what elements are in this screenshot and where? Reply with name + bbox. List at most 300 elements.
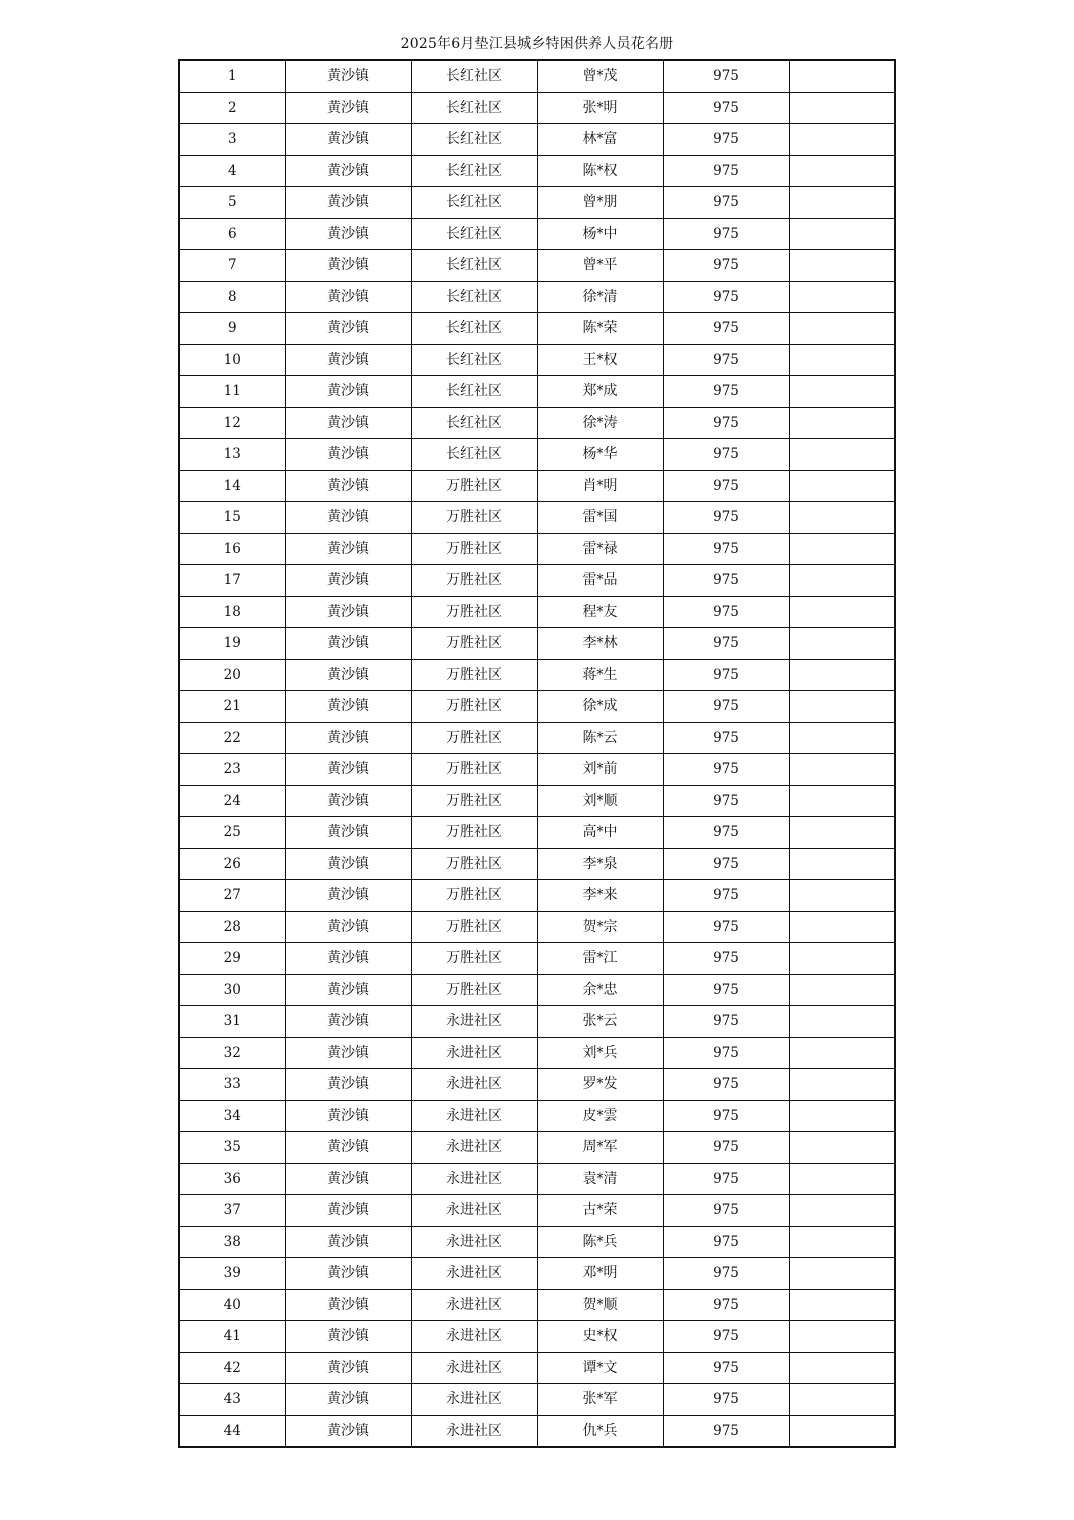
amount-cell: 975 bbox=[663, 281, 789, 313]
serial-number-cell: 9 bbox=[179, 313, 285, 345]
table-row bbox=[179, 1226, 895, 1258]
serial-number-cell: 40 bbox=[179, 1289, 285, 1321]
serial-number-cell: 30 bbox=[179, 974, 285, 1006]
person-name-cell: 李*林 bbox=[537, 628, 663, 660]
community-cell: 万胜社区 bbox=[411, 974, 537, 1006]
note-cell bbox=[789, 565, 895, 597]
community-cell: 万胜社区 bbox=[411, 659, 537, 691]
person-name-cell: 袁*清 bbox=[537, 1163, 663, 1195]
note-cell bbox=[789, 187, 895, 219]
note-cell bbox=[789, 470, 895, 502]
note-cell bbox=[789, 722, 895, 754]
amount-cell: 975 bbox=[663, 439, 789, 471]
table-row bbox=[179, 1069, 895, 1101]
person-name-cell: 曾*朋 bbox=[537, 187, 663, 219]
community-cell: 长红社区 bbox=[411, 250, 537, 282]
community-cell: 万胜社区 bbox=[411, 691, 537, 723]
amount-cell: 975 bbox=[663, 596, 789, 628]
town-cell: 黄沙镇 bbox=[285, 911, 411, 943]
table-row bbox=[179, 880, 895, 912]
roster-body bbox=[179, 60, 895, 1447]
town-cell: 黄沙镇 bbox=[285, 1384, 411, 1416]
table-row bbox=[179, 817, 895, 849]
community-cell: 长红社区 bbox=[411, 376, 537, 408]
note-cell bbox=[789, 439, 895, 471]
amount-cell: 975 bbox=[663, 92, 789, 124]
table-row bbox=[179, 1037, 895, 1069]
serial-number-cell: 33 bbox=[179, 1069, 285, 1101]
table-row bbox=[179, 218, 895, 250]
table-row bbox=[179, 250, 895, 282]
amount-cell: 975 bbox=[663, 218, 789, 250]
town-cell: 黄沙镇 bbox=[285, 533, 411, 565]
serial-number-cell: 41 bbox=[179, 1321, 285, 1353]
note-cell bbox=[789, 754, 895, 786]
town-cell: 黄沙镇 bbox=[285, 187, 411, 219]
page-title: 2025年6月垫江县城乡特困供养人员花名册 bbox=[400, 36, 674, 52]
town-cell: 黄沙镇 bbox=[285, 502, 411, 534]
person-name-cell: 曾*茂 bbox=[537, 60, 663, 92]
person-name-cell: 仇*兵 bbox=[537, 1415, 663, 1447]
amount-cell: 975 bbox=[663, 691, 789, 723]
town-cell: 黄沙镇 bbox=[285, 92, 411, 124]
person-name-cell: 刘*前 bbox=[537, 754, 663, 786]
amount-cell: 975 bbox=[663, 187, 789, 219]
serial-number-cell: 24 bbox=[179, 785, 285, 817]
person-name-cell: 罗*发 bbox=[537, 1069, 663, 1101]
amount-cell: 975 bbox=[663, 817, 789, 849]
note-cell bbox=[789, 1100, 895, 1132]
town-cell: 黄沙镇 bbox=[285, 124, 411, 156]
town-cell: 黄沙镇 bbox=[285, 1258, 411, 1290]
person-name-cell: 雷*江 bbox=[537, 943, 663, 975]
town-cell: 黄沙镇 bbox=[285, 60, 411, 92]
table-row bbox=[179, 974, 895, 1006]
community-cell: 长红社区 bbox=[411, 60, 537, 92]
community-cell: 万胜社区 bbox=[411, 754, 537, 786]
person-name-cell: 陈*荣 bbox=[537, 313, 663, 345]
serial-number-cell: 16 bbox=[179, 533, 285, 565]
town-cell: 黄沙镇 bbox=[285, 1163, 411, 1195]
amount-cell: 975 bbox=[663, 155, 789, 187]
town-cell: 黄沙镇 bbox=[285, 659, 411, 691]
serial-number-cell: 23 bbox=[179, 754, 285, 786]
serial-number-cell: 36 bbox=[179, 1163, 285, 1195]
table-row bbox=[179, 785, 895, 817]
community-cell: 永进社区 bbox=[411, 1100, 537, 1132]
community-cell: 万胜社区 bbox=[411, 470, 537, 502]
town-cell: 黄沙镇 bbox=[285, 596, 411, 628]
person-name-cell: 陈*云 bbox=[537, 722, 663, 754]
table-row bbox=[179, 659, 895, 691]
town-cell: 黄沙镇 bbox=[285, 1100, 411, 1132]
table-row bbox=[179, 691, 895, 723]
serial-number-cell: 31 bbox=[179, 1006, 285, 1038]
note-cell bbox=[789, 1226, 895, 1258]
table-row bbox=[179, 1384, 895, 1416]
community-cell: 长红社区 bbox=[411, 407, 537, 439]
person-name-cell: 徐*涛 bbox=[537, 407, 663, 439]
town-cell: 黄沙镇 bbox=[285, 628, 411, 660]
table-row bbox=[179, 1352, 895, 1384]
table-row bbox=[179, 1321, 895, 1353]
serial-number-cell: 43 bbox=[179, 1384, 285, 1416]
table-row bbox=[179, 596, 895, 628]
table-row bbox=[179, 376, 895, 408]
amount-cell: 975 bbox=[663, 344, 789, 376]
serial-number-cell: 39 bbox=[179, 1258, 285, 1290]
community-cell: 万胜社区 bbox=[411, 880, 537, 912]
amount-cell: 975 bbox=[663, 60, 789, 92]
serial-number-cell: 38 bbox=[179, 1226, 285, 1258]
amount-cell: 975 bbox=[663, 1384, 789, 1416]
amount-cell: 975 bbox=[663, 974, 789, 1006]
community-cell: 万胜社区 bbox=[411, 785, 537, 817]
serial-number-cell: 2 bbox=[179, 92, 285, 124]
community-cell: 永进社区 bbox=[411, 1163, 537, 1195]
town-cell: 黄沙镇 bbox=[285, 1321, 411, 1353]
town-cell: 黄沙镇 bbox=[285, 313, 411, 345]
town-cell: 黄沙镇 bbox=[285, 1132, 411, 1164]
note-cell bbox=[789, 785, 895, 817]
amount-cell: 975 bbox=[663, 124, 789, 156]
serial-number-cell: 3 bbox=[179, 124, 285, 156]
town-cell: 黄沙镇 bbox=[285, 1352, 411, 1384]
person-name-cell: 雷*禄 bbox=[537, 533, 663, 565]
town-cell: 黄沙镇 bbox=[285, 1006, 411, 1038]
amount-cell: 975 bbox=[663, 250, 789, 282]
person-name-cell: 杨*中 bbox=[537, 218, 663, 250]
amount-cell: 975 bbox=[663, 1415, 789, 1447]
serial-number-cell: 5 bbox=[179, 187, 285, 219]
serial-number-cell: 19 bbox=[179, 628, 285, 660]
amount-cell: 975 bbox=[663, 470, 789, 502]
person-name-cell: 张*军 bbox=[537, 1384, 663, 1416]
community-cell: 万胜社区 bbox=[411, 596, 537, 628]
person-name-cell: 贺*顺 bbox=[537, 1289, 663, 1321]
town-cell: 黄沙镇 bbox=[285, 1195, 411, 1227]
amount-cell: 975 bbox=[663, 1163, 789, 1195]
serial-number-cell: 1 bbox=[179, 60, 285, 92]
note-cell bbox=[789, 502, 895, 534]
amount-cell: 975 bbox=[663, 407, 789, 439]
person-name-cell: 徐*清 bbox=[537, 281, 663, 313]
note-cell bbox=[789, 155, 895, 187]
person-name-cell: 雷*国 bbox=[537, 502, 663, 534]
table-row bbox=[179, 60, 895, 92]
person-name-cell: 刘*顺 bbox=[537, 785, 663, 817]
person-name-cell: 陈*权 bbox=[537, 155, 663, 187]
note-cell bbox=[789, 817, 895, 849]
community-cell: 永进社区 bbox=[411, 1006, 537, 1038]
note-cell bbox=[789, 1258, 895, 1290]
town-cell: 黄沙镇 bbox=[285, 218, 411, 250]
serial-number-cell: 4 bbox=[179, 155, 285, 187]
town-cell: 黄沙镇 bbox=[285, 785, 411, 817]
person-name-cell: 高*中 bbox=[537, 817, 663, 849]
serial-number-cell: 25 bbox=[179, 817, 285, 849]
community-cell: 永进社区 bbox=[411, 1384, 537, 1416]
table-row bbox=[179, 407, 895, 439]
note-cell bbox=[789, 1163, 895, 1195]
table-row bbox=[179, 1100, 895, 1132]
community-cell: 万胜社区 bbox=[411, 911, 537, 943]
town-cell: 黄沙镇 bbox=[285, 1226, 411, 1258]
amount-cell: 975 bbox=[663, 943, 789, 975]
table-row bbox=[179, 943, 895, 975]
amount-cell: 975 bbox=[663, 880, 789, 912]
note-cell bbox=[789, 281, 895, 313]
town-cell: 黄沙镇 bbox=[285, 281, 411, 313]
table-row bbox=[179, 754, 895, 786]
community-cell: 永进社区 bbox=[411, 1037, 537, 1069]
town-cell: 黄沙镇 bbox=[285, 376, 411, 408]
note-cell bbox=[789, 218, 895, 250]
note-cell bbox=[789, 1415, 895, 1447]
serial-number-cell: 32 bbox=[179, 1037, 285, 1069]
community-cell: 长红社区 bbox=[411, 187, 537, 219]
amount-cell: 975 bbox=[663, 1195, 789, 1227]
community-cell: 长红社区 bbox=[411, 218, 537, 250]
amount-cell: 975 bbox=[663, 1100, 789, 1132]
town-cell: 黄沙镇 bbox=[285, 1415, 411, 1447]
town-cell: 黄沙镇 bbox=[285, 691, 411, 723]
amount-cell: 975 bbox=[663, 1226, 789, 1258]
amount-cell: 975 bbox=[663, 1321, 789, 1353]
community-cell: 长红社区 bbox=[411, 281, 537, 313]
table-row bbox=[179, 848, 895, 880]
amount-cell: 975 bbox=[663, 1069, 789, 1101]
person-name-cell: 林*富 bbox=[537, 124, 663, 156]
community-cell: 永进社区 bbox=[411, 1415, 537, 1447]
community-cell: 万胜社区 bbox=[411, 722, 537, 754]
town-cell: 黄沙镇 bbox=[285, 974, 411, 1006]
person-name-cell: 邓*明 bbox=[537, 1258, 663, 1290]
note-cell bbox=[789, 1195, 895, 1227]
table-row bbox=[179, 124, 895, 156]
community-cell: 万胜社区 bbox=[411, 943, 537, 975]
serial-number-cell: 14 bbox=[179, 470, 285, 502]
amount-cell: 975 bbox=[663, 313, 789, 345]
town-cell: 黄沙镇 bbox=[285, 722, 411, 754]
note-cell bbox=[789, 848, 895, 880]
note-cell bbox=[789, 691, 895, 723]
note-cell bbox=[789, 1132, 895, 1164]
serial-number-cell: 12 bbox=[179, 407, 285, 439]
table-row bbox=[179, 281, 895, 313]
table-row bbox=[179, 1132, 895, 1164]
note-cell bbox=[789, 1069, 895, 1101]
community-cell: 万胜社区 bbox=[411, 628, 537, 660]
town-cell: 黄沙镇 bbox=[285, 1037, 411, 1069]
serial-number-cell: 10 bbox=[179, 344, 285, 376]
serial-number-cell: 13 bbox=[179, 439, 285, 471]
community-cell: 永进社区 bbox=[411, 1132, 537, 1164]
amount-cell: 975 bbox=[663, 565, 789, 597]
serial-number-cell: 20 bbox=[179, 659, 285, 691]
person-name-cell: 刘*兵 bbox=[537, 1037, 663, 1069]
amount-cell: 975 bbox=[663, 848, 789, 880]
serial-number-cell: 8 bbox=[179, 281, 285, 313]
amount-cell: 975 bbox=[663, 533, 789, 565]
person-name-cell: 贺*宗 bbox=[537, 911, 663, 943]
note-cell bbox=[789, 1006, 895, 1038]
note-cell bbox=[789, 407, 895, 439]
amount-cell: 975 bbox=[663, 1132, 789, 1164]
community-cell: 永进社区 bbox=[411, 1352, 537, 1384]
note-cell bbox=[789, 1289, 895, 1321]
amount-cell: 975 bbox=[663, 376, 789, 408]
community-cell: 万胜社区 bbox=[411, 502, 537, 534]
note-cell bbox=[789, 1321, 895, 1353]
serial-number-cell: 35 bbox=[179, 1132, 285, 1164]
note-cell bbox=[789, 376, 895, 408]
table-row bbox=[179, 533, 895, 565]
note-cell bbox=[789, 344, 895, 376]
community-cell: 永进社区 bbox=[411, 1226, 537, 1258]
amount-cell: 975 bbox=[663, 628, 789, 660]
serial-number-cell: 7 bbox=[179, 250, 285, 282]
person-name-cell: 徐*成 bbox=[537, 691, 663, 723]
serial-number-cell: 28 bbox=[179, 911, 285, 943]
town-cell: 黄沙镇 bbox=[285, 754, 411, 786]
community-cell: 永进社区 bbox=[411, 1069, 537, 1101]
serial-number-cell: 26 bbox=[179, 848, 285, 880]
person-name-cell: 程*友 bbox=[537, 596, 663, 628]
person-name-cell: 李*来 bbox=[537, 880, 663, 912]
person-name-cell: 王*权 bbox=[537, 344, 663, 376]
table-row bbox=[179, 313, 895, 345]
table-row bbox=[179, 1163, 895, 1195]
person-name-cell: 皮*雲 bbox=[537, 1100, 663, 1132]
person-name-cell: 谭*文 bbox=[537, 1352, 663, 1384]
table-row bbox=[179, 1415, 895, 1447]
person-name-cell: 陈*兵 bbox=[537, 1226, 663, 1258]
serial-number-cell: 42 bbox=[179, 1352, 285, 1384]
serial-number-cell: 21 bbox=[179, 691, 285, 723]
community-cell: 长红社区 bbox=[411, 124, 537, 156]
amount-cell: 975 bbox=[663, 502, 789, 534]
serial-number-cell: 15 bbox=[179, 502, 285, 534]
town-cell: 黄沙镇 bbox=[285, 880, 411, 912]
community-cell: 万胜社区 bbox=[411, 565, 537, 597]
note-cell bbox=[789, 533, 895, 565]
person-name-cell: 周*军 bbox=[537, 1132, 663, 1164]
community-cell: 永进社区 bbox=[411, 1289, 537, 1321]
amount-cell: 975 bbox=[663, 722, 789, 754]
note-cell bbox=[789, 659, 895, 691]
town-cell: 黄沙镇 bbox=[285, 1069, 411, 1101]
community-cell: 万胜社区 bbox=[411, 817, 537, 849]
community-cell: 长红社区 bbox=[411, 155, 537, 187]
community-cell: 永进社区 bbox=[411, 1321, 537, 1353]
person-name-cell: 古*荣 bbox=[537, 1195, 663, 1227]
person-name-cell: 张*明 bbox=[537, 92, 663, 124]
town-cell: 黄沙镇 bbox=[285, 155, 411, 187]
town-cell: 黄沙镇 bbox=[285, 250, 411, 282]
person-name-cell: 余*忠 bbox=[537, 974, 663, 1006]
roster-table bbox=[178, 59, 896, 1448]
serial-number-cell: 6 bbox=[179, 218, 285, 250]
table-row bbox=[179, 187, 895, 219]
person-name-cell: 杨*华 bbox=[537, 439, 663, 471]
town-cell: 黄沙镇 bbox=[285, 565, 411, 597]
town-cell: 黄沙镇 bbox=[285, 1289, 411, 1321]
amount-cell: 975 bbox=[663, 1258, 789, 1290]
serial-number-cell: 37 bbox=[179, 1195, 285, 1227]
town-cell: 黄沙镇 bbox=[285, 439, 411, 471]
serial-number-cell: 11 bbox=[179, 376, 285, 408]
note-cell bbox=[789, 628, 895, 660]
town-cell: 黄沙镇 bbox=[285, 817, 411, 849]
serial-number-cell: 27 bbox=[179, 880, 285, 912]
serial-number-cell: 22 bbox=[179, 722, 285, 754]
serial-number-cell: 17 bbox=[179, 565, 285, 597]
community-cell: 永进社区 bbox=[411, 1258, 537, 1290]
table-row bbox=[179, 911, 895, 943]
table-row bbox=[179, 628, 895, 660]
amount-cell: 975 bbox=[663, 659, 789, 691]
amount-cell: 975 bbox=[663, 1006, 789, 1038]
table-row bbox=[179, 565, 895, 597]
table-row bbox=[179, 1006, 895, 1038]
note-cell bbox=[789, 596, 895, 628]
town-cell: 黄沙镇 bbox=[285, 470, 411, 502]
person-name-cell: 史*权 bbox=[537, 1321, 663, 1353]
amount-cell: 975 bbox=[663, 1037, 789, 1069]
amount-cell: 975 bbox=[663, 1352, 789, 1384]
serial-number-cell: 29 bbox=[179, 943, 285, 975]
note-cell bbox=[789, 1352, 895, 1384]
note-cell bbox=[789, 92, 895, 124]
town-cell: 黄沙镇 bbox=[285, 943, 411, 975]
amount-cell: 975 bbox=[663, 911, 789, 943]
serial-number-cell: 34 bbox=[179, 1100, 285, 1132]
amount-cell: 975 bbox=[663, 1289, 789, 1321]
table-row bbox=[179, 722, 895, 754]
table-row bbox=[179, 470, 895, 502]
community-cell: 万胜社区 bbox=[411, 533, 537, 565]
table-row bbox=[179, 1195, 895, 1227]
serial-number-cell: 44 bbox=[179, 1415, 285, 1447]
community-cell: 永进社区 bbox=[411, 1195, 537, 1227]
note-cell bbox=[789, 313, 895, 345]
note-cell bbox=[789, 60, 895, 92]
community-cell: 长红社区 bbox=[411, 439, 537, 471]
note-cell bbox=[789, 974, 895, 1006]
amount-cell: 975 bbox=[663, 785, 789, 817]
person-name-cell: 李*泉 bbox=[537, 848, 663, 880]
person-name-cell: 雷*品 bbox=[537, 565, 663, 597]
amount-cell: 975 bbox=[663, 754, 789, 786]
town-cell: 黄沙镇 bbox=[285, 848, 411, 880]
community-cell: 长红社区 bbox=[411, 92, 537, 124]
note-cell bbox=[789, 943, 895, 975]
community-cell: 长红社区 bbox=[411, 344, 537, 376]
person-name-cell: 曾*平 bbox=[537, 250, 663, 282]
community-cell: 长红社区 bbox=[411, 313, 537, 345]
note-cell bbox=[789, 1384, 895, 1416]
table-row bbox=[179, 439, 895, 471]
note-cell bbox=[789, 1037, 895, 1069]
table-row bbox=[179, 92, 895, 124]
note-cell bbox=[789, 911, 895, 943]
community-cell: 万胜社区 bbox=[411, 848, 537, 880]
person-name-cell: 郑*成 bbox=[537, 376, 663, 408]
table-row bbox=[179, 502, 895, 534]
person-name-cell: 蒋*生 bbox=[537, 659, 663, 691]
note-cell bbox=[789, 250, 895, 282]
